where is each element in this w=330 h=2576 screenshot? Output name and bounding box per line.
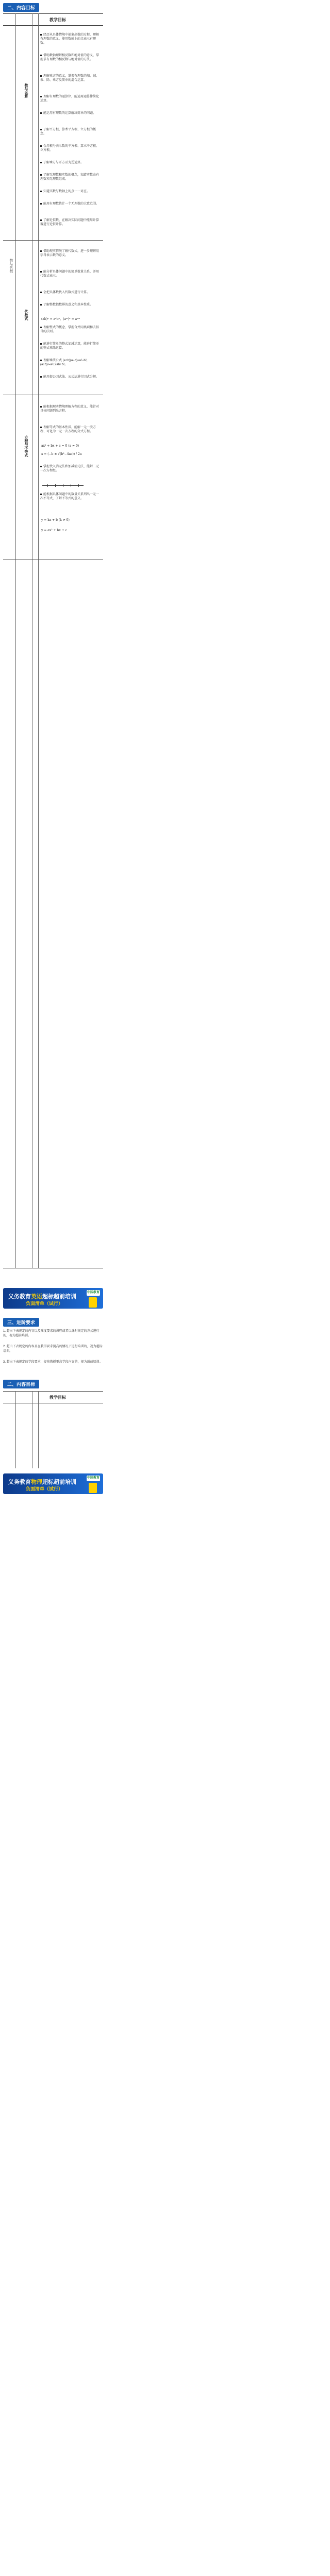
list-item [40, 54, 101, 62]
formula: (ab)ⁿ = aⁿbⁿ，(aᵐ)ⁿ = aᵐⁿ [41, 317, 80, 321]
section-title: 二、内容目标 [3, 1380, 39, 1388]
item-text: 能用有理数估计一个无理数的大致范围。 [43, 202, 100, 206]
content-table [3, 13, 103, 1268]
list-item [40, 202, 101, 206]
list-item [40, 95, 101, 103]
tick [55, 484, 56, 487]
column-divider [15, 1391, 16, 1468]
item-text: 理解乘方的意义，掌握有理数的加、减、乘、除、乘方及简单的混合运算。 [40, 75, 100, 82]
list-item [40, 303, 101, 307]
list-item [40, 161, 101, 165]
group-label: 代数式 [24, 309, 28, 320]
column-divider [38, 1391, 39, 1468]
book-icon [89, 1297, 97, 1308]
item-text: 了解无理数和实数的概念，知道实数由有理数和无理数组成。 [40, 174, 100, 181]
brand-logo: 中国教育 [87, 1290, 100, 1296]
brand-logo: 中国教育 [87, 1476, 100, 1481]
book-icon [89, 1483, 97, 1493]
formula: x = (−b ± √(b²−4ac)) / 2a [41, 452, 82, 456]
item-text: 能根据具体问题中的数量关系列出一元一次不等式，了解不等式的意义。 [40, 493, 100, 500]
banner-title: 义务教育物理超标超前培训 [8, 1479, 76, 1485]
list-item [40, 190, 101, 194]
list-item [40, 249, 101, 258]
list-item [40, 465, 101, 473]
group-label: 数与运算 [24, 83, 28, 98]
item-text: 借助数轴理解相反数和绝对值的意义，掌握求有理数的相反数与绝对值的方法。 [40, 54, 100, 61]
column-divider [38, 13, 39, 1268]
table-header [3, 13, 103, 26]
item-text: 能用提公因式法、公式法进行因式分解。 [43, 376, 100, 379]
list-item [40, 426, 101, 434]
list-item [40, 342, 101, 350]
promo-banner[interactable] [3, 1288, 103, 1309]
item-text: 能运用有理数的运算解决简单的问题。 [43, 112, 96, 115]
list-item [40, 270, 101, 278]
list-item [40, 74, 101, 82]
list-item [40, 405, 101, 413]
item-text: 理解等式的基本性质，能解一元一次方程、可化为一元一次方程的分式方程。 [40, 426, 96, 433]
list-item [40, 33, 101, 45]
list-item [40, 291, 101, 295]
row-divider [3, 240, 103, 241]
banner-subtitle: 负面清单（试行） [26, 1301, 63, 1306]
number-line [42, 483, 84, 487]
item-text: 知道实数与数轴上的点一一对应。 [43, 190, 90, 193]
module-label: 数与代数 [9, 259, 13, 273]
table-header [3, 1391, 103, 1403]
banner-title: 义务教育英语超标超前培训 [8, 1294, 76, 1300]
list-item [40, 144, 101, 152]
formula: y = ax² + bx + c [41, 529, 67, 532]
item-text: 能分析具体问题中的简单数量关系，并用代数式表示。 [40, 270, 100, 278]
item-text: 理解有理数的运算律，能运用运算律简化运算。 [40, 95, 100, 103]
item-text: 能进行简单的整式加减运算，能进行简单的整式乘除运算。 [40, 343, 100, 350]
paragraph: 1. 超出下表规定的内容以及难度要求的课程或者以课时规定的方式进行的，视为超前培训。 [3, 1330, 100, 1337]
item-text: 了解近似数，在解决实际问题中能用计算器进行近似计算。 [40, 219, 100, 226]
content-table [3, 1391, 103, 1468]
list-item [40, 173, 101, 181]
column-divider [15, 13, 16, 1268]
banner-subtitle: 负面清单（试行） [26, 1486, 63, 1492]
group-label: 方程与不等式 [24, 435, 28, 457]
item-text: 能根据现实情境理解方程的意义，能针对具体问题列出方程。 [40, 405, 100, 413]
header-goals: 教学目标 [50, 18, 66, 22]
item-text: 掌握代入消元法和加减消元法，能解二元一次方程组。 [40, 465, 100, 472]
item-text: 经历从具体情境中抽象出数的过程，理解有理数的意义，能用数轴上的点表示有理数。 [40, 33, 100, 45]
paragraph: 3. 超出下表规定的学段要求，提前教授更高学段内容的，视为超前培训。 [3, 1361, 103, 1364]
list-item [40, 493, 101, 501]
formula: ax² + bx + c = 0 (a ≠ 0) [41, 444, 79, 448]
tick [47, 484, 48, 487]
list-item [40, 326, 101, 334]
item-text: 了解乘方与开方互为逆运算。 [43, 161, 84, 164]
item-text: 理解乘法公式 (a+b)(a−b)=a²−b²，(a±b)²=a²±2ab+b²。 [40, 359, 90, 366]
item-text: 了解整数指数幂的意义和基本性质。 [43, 303, 93, 307]
item-text: 会用根号表示数的平方根、算术平方根、立方根。 [40, 145, 100, 152]
list-item [40, 111, 101, 115]
item-text: 了解平方根、算术平方根、立方根的概念。 [40, 128, 96, 135]
paragraph: 2. 超出下表规定的内容且在教学要求提高的情况下进行培训的，视为超标培训。 [3, 1345, 103, 1353]
item-text: 会把具体数代入代数式进行计算。 [43, 291, 90, 294]
list-item [40, 218, 101, 227]
formula: y = kx + b (k ≠ 0) [41, 518, 70, 522]
item-text: 借助现实情境了解代数式，进一步理解用字母表示数的意义。 [40, 250, 100, 257]
header-goals: 教学目标 [50, 1395, 66, 1400]
list-item [40, 359, 101, 367]
item-text: 理解整式的概念，掌握合并同类项和去括号的法则。 [40, 326, 100, 333]
section-title: 二、内容目标 [3, 3, 39, 12]
promo-banner[interactable] [3, 1473, 103, 1494]
list-item [40, 128, 101, 136]
list-item [40, 375, 101, 379]
tick [78, 484, 79, 487]
section-title: 三、进阶要求 [3, 1318, 39, 1327]
